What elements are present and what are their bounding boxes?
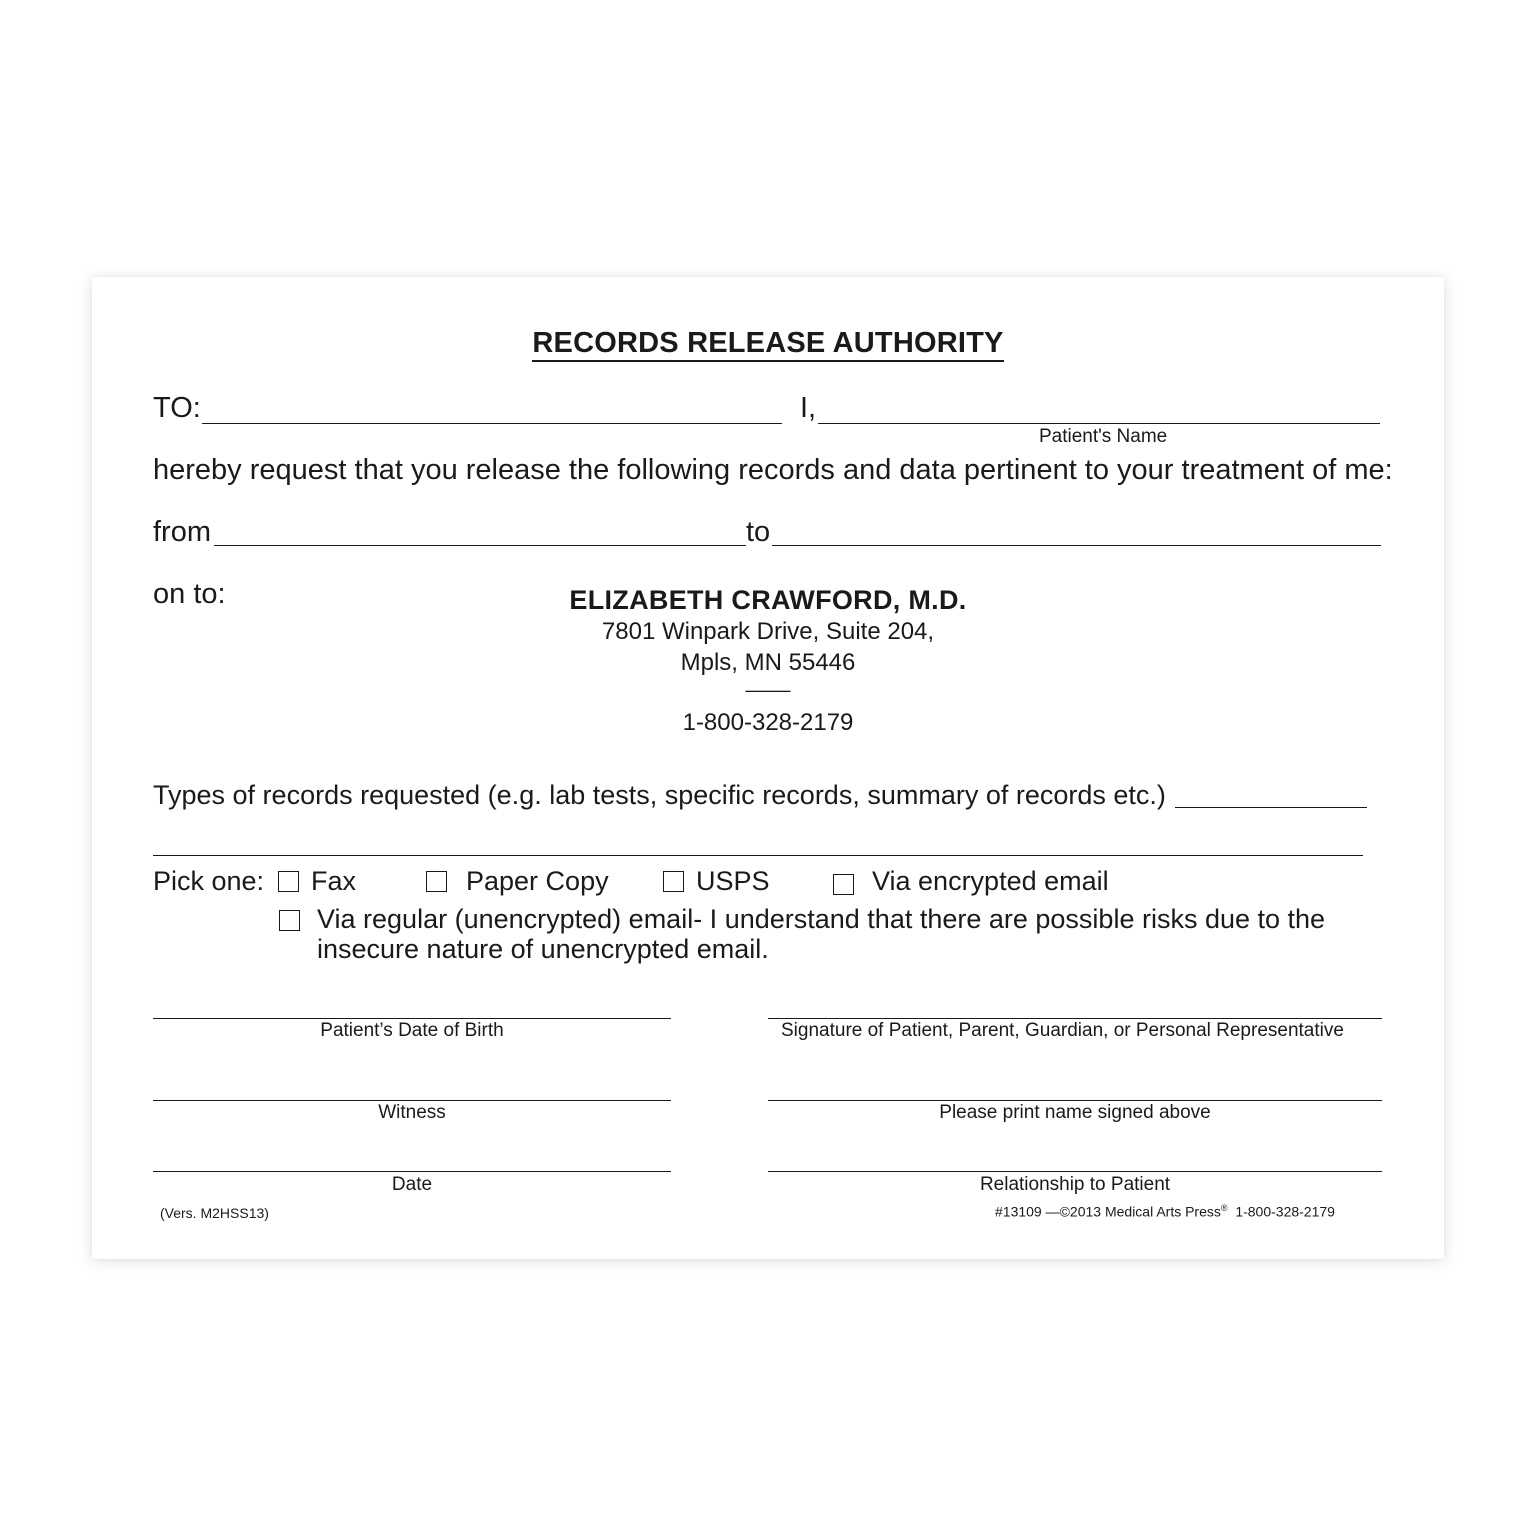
recipient-name: ELIZABETH CRAWFORD, M.D. — [569, 585, 967, 615]
patient-name-caption: Patient's Name — [1039, 426, 1168, 447]
signature-field[interactable] — [768, 1018, 1382, 1019]
recipient-address-line1: 7801 Winpark Drive, Suite 204, — [601, 618, 935, 645]
witness-caption: Witness — [378, 1102, 446, 1123]
from-date-field[interactable] — [214, 545, 746, 546]
to-label: TO: — [153, 392, 201, 424]
copyright-note — [995, 1203, 1335, 1220]
to-date-label: to — [746, 516, 771, 548]
patient-name-field[interactable] — [818, 423, 1380, 424]
encrypted-email-option-label: Via encrypted email — [872, 866, 1109, 896]
usps-option-label: USPS — [696, 866, 770, 896]
date-caption: Date — [391, 1174, 433, 1195]
fax-checkbox[interactable] — [278, 871, 299, 892]
fax-option-label: Fax — [311, 866, 357, 896]
from-label: from — [153, 516, 211, 548]
request-text: hereby request that you release the following records and data pertinent to your treatment of me: — [153, 454, 1393, 486]
print-name-caption: Please print name signed above — [939, 1102, 1211, 1123]
relationship-field[interactable] — [768, 1171, 1382, 1172]
version-note: (Vers. M2HSS13) — [160, 1205, 269, 1221]
records-types-field-line2[interactable] — [153, 855, 1363, 856]
regular-email-option-line2: insecure nature of unencrypted email. — [317, 934, 769, 964]
footer-phone: 1-800-328-2179 — [1235, 1203, 1335, 1220]
to-field[interactable] — [202, 423, 782, 424]
regular-email-option-line1: Via regular (unencrypted) email- I understand that there are possible risks due to the — [317, 904, 1326, 934]
on-to-label: on to: — [153, 578, 226, 610]
i-label: I, — [800, 392, 817, 424]
paper-copy-option-label: Paper Copy — [466, 866, 609, 896]
recipient-address-line2: Mpls, MN 55446 — [680, 649, 856, 676]
to-date-field[interactable] — [772, 545, 1381, 546]
records-types-field[interactable] — [1175, 807, 1367, 808]
date-field[interactable] — [153, 1171, 671, 1172]
recipient-separator: ____ — [745, 671, 791, 693]
dob-caption: Patient’s Date of Birth — [320, 1020, 504, 1041]
pick-one-label: Pick one: — [153, 866, 265, 896]
release-form-card — [92, 277, 1444, 1259]
registered-mark: ® — [1220, 1203, 1228, 1213]
signature-caption: Signature of Patient, Parent, Guardian, or Personal Representative — [781, 1020, 1344, 1041]
records-types-label: Types of records requested (e.g. lab tests, specific records, summary of records etc.) — [153, 780, 1166, 810]
usps-checkbox[interactable] — [663, 871, 684, 892]
print-name-field[interactable] — [768, 1100, 1382, 1101]
dob-field[interactable] — [153, 1018, 671, 1019]
paper-copy-checkbox[interactable] — [426, 871, 447, 892]
form-title: RECORDS RELEASE AUTHORITY — [92, 327, 1444, 360]
encrypted-email-checkbox[interactable] — [833, 874, 854, 895]
relationship-caption: Relationship to Patient — [979, 1174, 1171, 1195]
regular-email-checkbox[interactable] — [279, 910, 300, 931]
copyright-text: #13109 —©2013 Medical Arts Press — [995, 1203, 1221, 1220]
witness-field[interactable] — [153, 1100, 671, 1101]
recipient-phone: 1-800-328-2179 — [682, 709, 854, 736]
